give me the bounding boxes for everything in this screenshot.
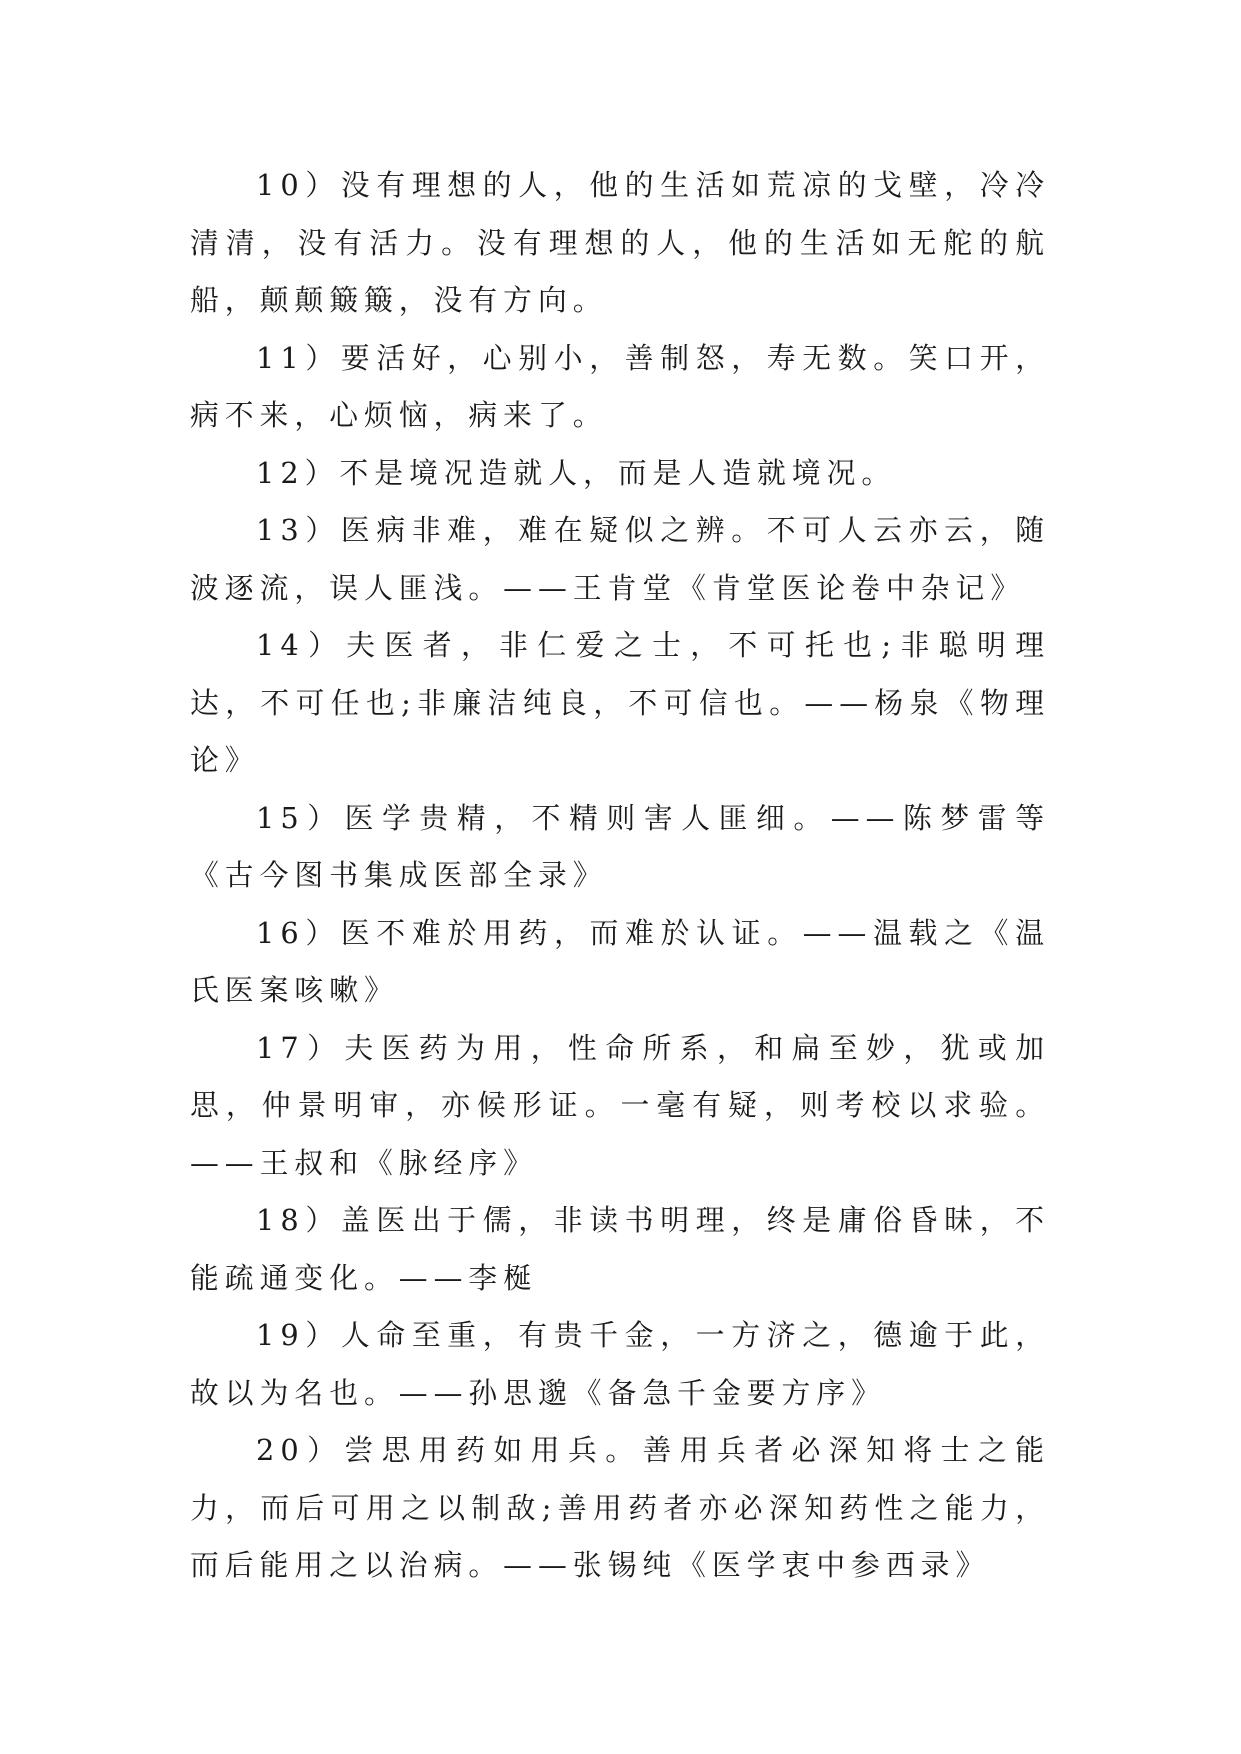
quote-paragraph-11: 11）要活好，心别小，善制怒，寿无数。笑口开，病不来，心烦恼，病来了。 [190, 340, 1050, 432]
quote-paragraph-12: 12）不是境况造就人，而是人造就境况。 [256, 455, 897, 490]
quote-paragraph-19: 19）人命至重，有贵千金，一方济之，德逾于此，故以为名也。——孙思邈《备急千金要方序》 [190, 1318, 1050, 1410]
quote-paragraph-14: 14）夫医者，非仁爱之士，不可托也;非聪明理达，不可任也;非廉洁纯良，不可信也。——杨泉《物理论》 [190, 628, 1050, 777]
quote-paragraph-17: 17）夫医药为用，性命所系，和扁至妙，犹或加思，仲景明审，亦候形证。一毫有疑，则考校以求验。——王叔和《脉经序》 [190, 1030, 1050, 1180]
quote-paragraph-10: 10）没有理想的人，他的生活如荒凉的戈壁，冷冷清清，没有活力。没有理想的人，他的生活如无舵的航船，颠颠簸簸，没有方向。 [190, 168, 1050, 317]
quote-paragraph-18: 18）盖医出于儒，非读书明理，终是庸俗昏昧，不能疏通变化。——李梴 [190, 1203, 1050, 1295]
quote-paragraph-13: 13）医病非难，难在疑似之辨。不可人云亦云，随波逐流，误人匪浅。——王肯堂《肯堂医论卷中杂记》 [190, 513, 1050, 605]
quote-paragraph-16: 16）医不难於用药，而难於认证。——温载之《温氏医案咳嗽》 [190, 915, 1050, 1007]
document-body [190, 157, 1050, 1595]
quote-paragraph-15: 15）医学贵精，不精则害人匪细。——陈梦雷等《古今图书集成医部全录》 [190, 800, 1050, 892]
quote-paragraph-20: 20）尝思用药如用兵。善用兵者必深知将士之能力，而后可用之以制敌;善用药者亦必深知药性之能力，而后能用之以治病。——张锡纯《医学衷中参西录》 [190, 1433, 1050, 1582]
